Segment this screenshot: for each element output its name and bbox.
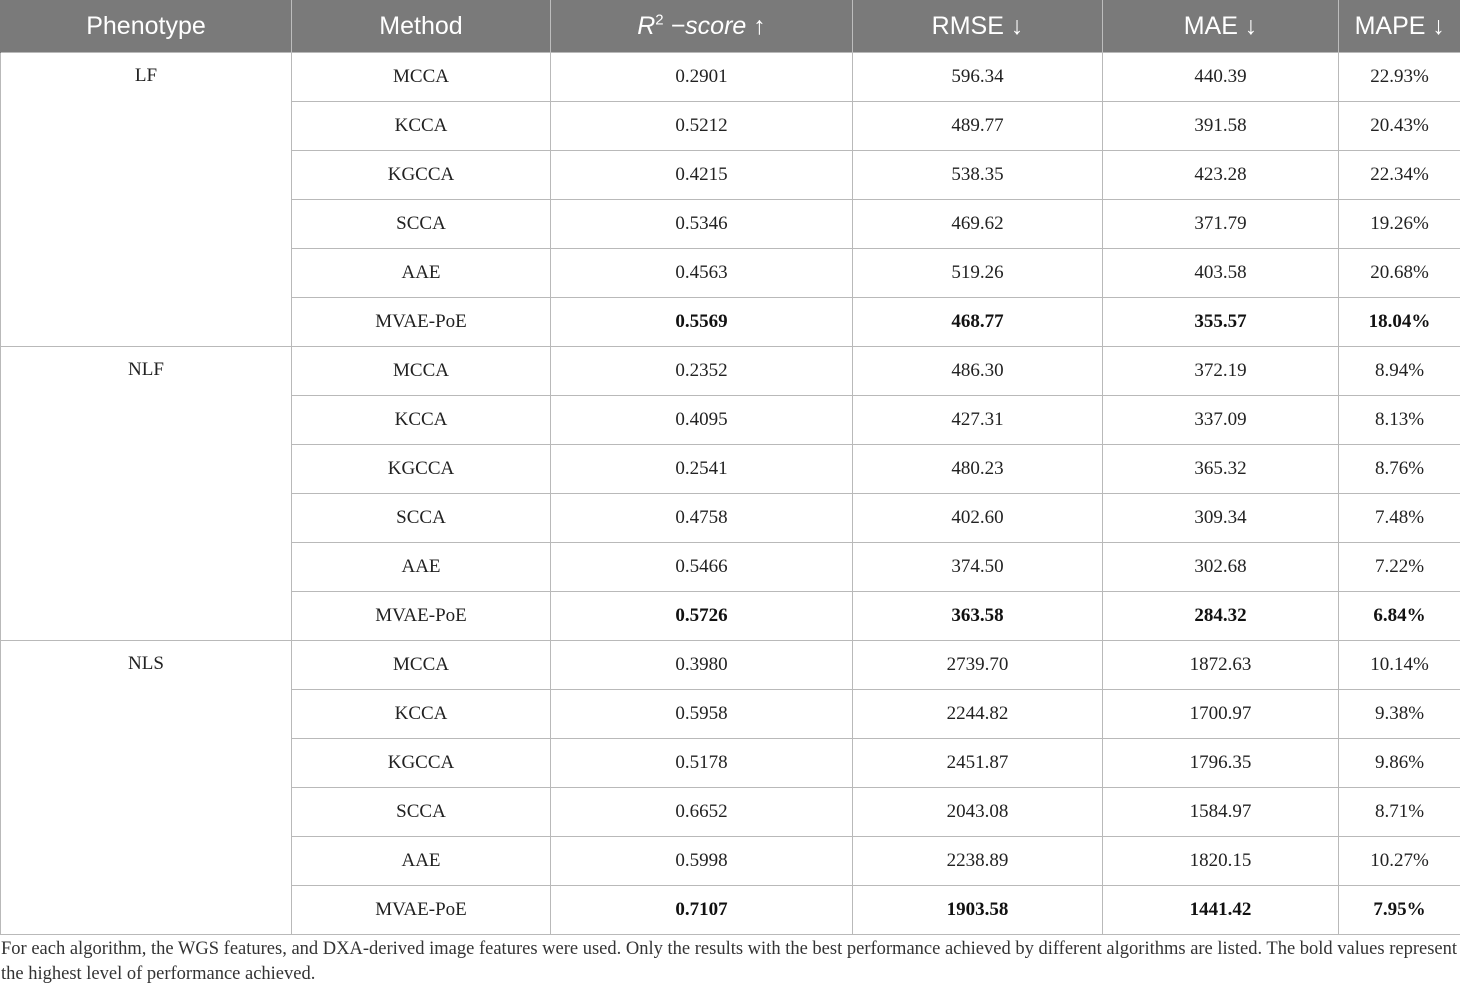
mape-cell: 7.22%: [1339, 543, 1460, 592]
phenotype-cell: NLS: [1, 641, 292, 935]
rmse-cell: 402.60: [853, 494, 1103, 543]
method-cell: KGCCA: [292, 739, 551, 788]
mape-cell: 20.68%: [1339, 249, 1460, 298]
method-cell: SCCA: [292, 788, 551, 837]
mae-cell: 1700.97: [1103, 690, 1339, 739]
mape-cell: 7.95%: [1339, 886, 1460, 935]
mae-cell: 284.32: [1103, 592, 1339, 641]
r2-cell: 0.2352: [551, 347, 853, 396]
method-cell: AAE: [292, 543, 551, 592]
mape-cell: 8.71%: [1339, 788, 1460, 837]
rmse-cell: 480.23: [853, 445, 1103, 494]
rmse-cell: 489.77: [853, 102, 1103, 151]
method-cell: SCCA: [292, 200, 551, 249]
mape-cell: 10.14%: [1339, 641, 1460, 690]
mape-cell: 8.13%: [1339, 396, 1460, 445]
mae-cell: 1796.35: [1103, 739, 1339, 788]
rmse-cell: 374.50: [853, 543, 1103, 592]
rmse-cell: 468.77: [853, 298, 1103, 347]
mae-cell: 1584.97: [1103, 788, 1339, 837]
rmse-cell: 2739.70: [853, 641, 1103, 690]
rmse-cell: 486.30: [853, 347, 1103, 396]
method-cell: AAE: [292, 837, 551, 886]
rmse-cell: 2238.89: [853, 837, 1103, 886]
method-cell: MVAE-PoE: [292, 592, 551, 641]
rmse-cell: 469.62: [853, 200, 1103, 249]
phenotype-cell: LF: [1, 53, 292, 347]
table-footnote: For each algorithm, the WGS features, and DXA-derived image features were used. Only the results with the best performance achieved by different algorithms are listed. The bold values represent the highest level of performance achieved.: [1, 939, 1457, 984]
method-cell: MCCA: [292, 641, 551, 690]
rmse-cell: 1903.58: [853, 886, 1103, 935]
rmse-cell: 427.31: [853, 396, 1103, 445]
r2-cell: 0.4758: [551, 494, 853, 543]
r2-cell: 0.5178: [551, 739, 853, 788]
r2-cell: 0.5958: [551, 690, 853, 739]
r2-cell: 0.5998: [551, 837, 853, 886]
r2-cell: 0.4563: [551, 249, 853, 298]
r2-cell: 0.3980: [551, 641, 853, 690]
mape-cell: 10.27%: [1339, 837, 1460, 886]
table-row: [1, 641, 1460, 690]
rmse-cell: 2043.08: [853, 788, 1103, 837]
rmse-cell: 2244.82: [853, 690, 1103, 739]
mae-cell: 302.68: [1103, 543, 1339, 592]
method-cell: KCCA: [292, 102, 551, 151]
table-header: [1, 0, 1460, 53]
method-cell: MCCA: [292, 347, 551, 396]
method-cell: MVAE-PoE: [292, 886, 551, 935]
r2-cell: 0.4095: [551, 396, 853, 445]
mae-cell: 423.28: [1103, 151, 1339, 200]
mae-cell: 337.09: [1103, 396, 1339, 445]
mae-cell: 1441.42: [1103, 886, 1339, 935]
rmse-cell: 519.26: [853, 249, 1103, 298]
r2-cell: 0.5726: [551, 592, 853, 641]
mae-cell: 440.39: [1103, 53, 1339, 102]
mae-cell: 403.58: [1103, 249, 1339, 298]
rmse-cell: 538.35: [853, 151, 1103, 200]
mape-cell: 22.34%: [1339, 151, 1460, 200]
rmse-cell: 596.34: [853, 53, 1103, 102]
r2-superscript: 2: [655, 11, 664, 29]
r2-cell: 0.5466: [551, 543, 853, 592]
r2-cell: 0.7107: [551, 886, 853, 935]
header-mae: MAE ↓: [1103, 0, 1339, 53]
mape-cell: 9.86%: [1339, 739, 1460, 788]
r2-cell: 0.4215: [551, 151, 853, 200]
mape-cell: 9.38%: [1339, 690, 1460, 739]
mape-cell: 22.93%: [1339, 53, 1460, 102]
header-r2-score: [551, 0, 853, 53]
mape-cell: 20.43%: [1339, 102, 1460, 151]
mae-cell: 372.19: [1103, 347, 1339, 396]
phenotype-cell: NLF: [1, 347, 292, 641]
mape-cell: 6.84%: [1339, 592, 1460, 641]
rmse-cell: 2451.87: [853, 739, 1103, 788]
r2-cell: 0.5569: [551, 298, 853, 347]
table-body: [1, 53, 1460, 935]
table-row: [1, 347, 1460, 396]
method-cell: KGCCA: [292, 151, 551, 200]
mae-cell: 371.79: [1103, 200, 1339, 249]
r2-cell: 0.5346: [551, 200, 853, 249]
header-rmse: RMSE ↓: [853, 0, 1103, 53]
header-mape: MAPE ↓: [1339, 0, 1460, 53]
method-cell: KCCA: [292, 396, 551, 445]
method-cell: SCCA: [292, 494, 551, 543]
mae-cell: 1820.15: [1103, 837, 1339, 886]
mae-cell: 309.34: [1103, 494, 1339, 543]
mae-cell: 391.58: [1103, 102, 1339, 151]
rmse-cell: 363.58: [853, 592, 1103, 641]
mae-cell: 355.57: [1103, 298, 1339, 347]
r2-cell: 0.5212: [551, 102, 853, 151]
r2-cell: 0.2541: [551, 445, 853, 494]
r2-cell: 0.2901: [551, 53, 853, 102]
mape-cell: 18.04%: [1339, 298, 1460, 347]
header-row: [1, 0, 1460, 53]
header-method: Method: [292, 0, 551, 53]
method-cell: KCCA: [292, 690, 551, 739]
r2-symbol: R: [637, 11, 656, 40]
mape-cell: 7.48%: [1339, 494, 1460, 543]
r2-cell: 0.6652: [551, 788, 853, 837]
method-cell: AAE: [292, 249, 551, 298]
method-cell: MVAE-PoE: [292, 298, 551, 347]
mape-cell: 8.76%: [1339, 445, 1460, 494]
mape-cell: 19.26%: [1339, 200, 1460, 249]
mape-cell: 8.94%: [1339, 347, 1460, 396]
table-row: [1, 53, 1460, 102]
method-cell: KGCCA: [292, 445, 551, 494]
method-cell: MCCA: [292, 53, 551, 102]
mae-cell: 365.32: [1103, 445, 1339, 494]
r2-rest: −score ↑: [663, 11, 766, 40]
mae-cell: 1872.63: [1103, 641, 1339, 690]
header-phenotype: Phenotype: [1, 0, 292, 53]
